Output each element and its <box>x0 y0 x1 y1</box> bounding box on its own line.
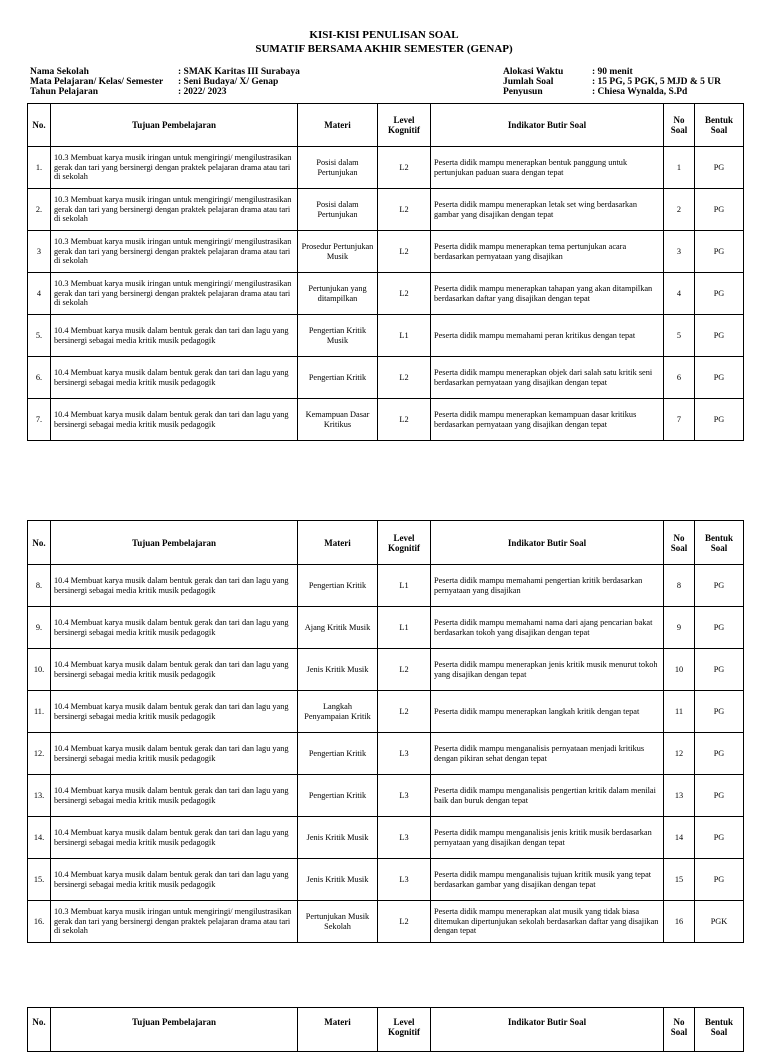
col-header-indikator: Indikator Butir Soal <box>431 104 664 147</box>
cell-bentuk: PGK <box>695 901 744 943</box>
cell-materi: Langkah Penyampaian Kritik <box>298 691 378 733</box>
cell-materi: Jenis Kritik Musik <box>298 859 378 901</box>
cell-no: 15. <box>28 859 51 901</box>
cell-materi: Pengertian Kritik Musik <box>298 315 378 357</box>
cell-indikator: Peserta didik mampu memahami peran kritikus dengan tepat <box>431 315 664 357</box>
cell-materi: Pengertian Kritik <box>298 357 378 399</box>
meta-info-left <box>30 67 300 97</box>
cell-indikator: Peserta didik mampu menerapkan tema pertunjukan acara berdasarkan pernyataan yang disajikan <box>431 231 664 273</box>
cell-no: 4 <box>28 273 51 315</box>
cell-indikator: Peserta didik mampu menganalisis tujuan kritik musik yang tepat berdasarkan gambar yang disajikan dengan tepat <box>431 859 664 901</box>
cell-indikator: Peserta didik mampu menganalisis jenis kritik musik berdasarkan pernyataan yang disajikan dengan tepat <box>431 817 664 859</box>
cell-indikator: Peserta didik mampu menerapkan langkah kritik dengan tepat <box>431 691 664 733</box>
cell-no: 11. <box>28 691 51 733</box>
table-row <box>28 607 744 649</box>
cell-no-soal: 14 <box>664 817 695 859</box>
cell-indikator: Peserta didik mampu menganalisis pernyataan menjadi kritikus dengan pikiran sehat dengan tepat <box>431 733 664 775</box>
cell-level: L2 <box>378 691 431 733</box>
cell-level: L2 <box>378 901 431 943</box>
cell-indikator: Peserta didik mampu menerapkan alat musik yang tidak biasa ditemukan dipertunjukan sekolah berdasarkan daftar yang disajikan dengan tepat <box>431 901 664 943</box>
cell-level: L2 <box>378 649 431 691</box>
cell-no: 16. <box>28 901 51 943</box>
meta-value: : 90 menit <box>592 67 633 77</box>
cell-level: L2 <box>378 147 431 189</box>
table-row <box>28 859 744 901</box>
cell-tujuan: 10.3 Membuat karya musik iringan untuk mengiringi/ mengilustrasikan gerak dan tari yang bersinergi dengan praktek pelajaran drama atau tari di sekolah <box>51 147 298 189</box>
table-header-row <box>28 1008 744 1052</box>
cell-no: 13. <box>28 775 51 817</box>
table-row <box>28 649 744 691</box>
cell-tujuan: 10.4 Membuat karya musik dalam bentuk gerak dan tari dan lagu yang bersinergi sebagai media kritik musik pedagogik <box>51 607 298 649</box>
meta-value: : 2022/ 2023 <box>178 87 227 97</box>
cell-bentuk: PG <box>695 231 744 273</box>
cell-no-soal: 4 <box>664 273 695 315</box>
cell-bentuk: PG <box>695 399 744 441</box>
table-row <box>28 357 744 399</box>
cell-bentuk: PG <box>695 607 744 649</box>
cell-no: 9. <box>28 607 51 649</box>
cell-no-soal: 2 <box>664 189 695 231</box>
cell-materi: Pertunjukan yang ditampilkan <box>298 273 378 315</box>
col-header-level: Level Kognitif <box>378 521 431 565</box>
cell-bentuk: PG <box>695 817 744 859</box>
table-row <box>28 817 744 859</box>
cell-no-soal: 1 <box>664 147 695 189</box>
cell-indikator: Peserta didik mampu memahami nama dari ajang pencarian bakat berdasarkan tokoh yang disajikan dengan tepat <box>431 607 664 649</box>
cell-level: L3 <box>378 817 431 859</box>
cell-no: 10. <box>28 649 51 691</box>
cell-level: L2 <box>378 189 431 231</box>
cell-no-soal: 3 <box>664 231 695 273</box>
cell-tujuan: 10.4 Membuat karya musik dalam bentuk gerak dan tari dan lagu yang bersinergi sebagai media kritik musik pedagogik <box>51 775 298 817</box>
cell-indikator: Peserta didik mampu menerapkan jenis kritik musik menurut tokoh yang disajikan dengan tepat <box>431 649 664 691</box>
table-row <box>28 901 744 943</box>
cell-materi: Ajang Kritik Musik <box>298 607 378 649</box>
meta-value: : Seni Budaya/ X/ Genap <box>178 77 279 87</box>
cell-bentuk: PG <box>695 649 744 691</box>
col-header-no: No. <box>28 521 51 565</box>
question-grid-table-1 <box>27 103 744 441</box>
cell-no: 14. <box>28 817 51 859</box>
question-grid-table-2 <box>27 520 744 943</box>
table-row <box>28 147 744 189</box>
meta-label: Tahun Pelajaran <box>30 87 99 97</box>
table-header-row <box>28 104 744 147</box>
table-row <box>28 399 744 441</box>
table-row <box>28 315 744 357</box>
cell-no: 12. <box>28 733 51 775</box>
col-header-tujuan: Tujuan Pembelajaran <box>51 521 298 565</box>
cell-tujuan: 10.4 Membuat karya musik dalam bentuk gerak dan tari dan lagu yang bersinergi sebagai media kritik musik pedagogik <box>51 859 298 901</box>
cell-no: 3 <box>28 231 51 273</box>
cell-materi: Pengertian Kritik <box>298 565 378 607</box>
cell-materi: Kemampuan Dasar Kritikus <box>298 399 378 441</box>
cell-level: L2 <box>378 273 431 315</box>
col-header-bentuk: Bentuk Soal <box>695 1008 744 1052</box>
meta-info-right <box>503 67 721 97</box>
cell-tujuan: 10.4 Membuat karya musik dalam bentuk gerak dan tari dan lagu yang bersinergi sebagai media kritik musik pedagogik <box>51 817 298 859</box>
meta-label: Nama Sekolah <box>30 67 89 77</box>
cell-materi: Prosedur Pertunjukan Musik <box>298 231 378 273</box>
table-row <box>28 231 744 273</box>
meta-row-author <box>503 87 721 97</box>
meta-row-year <box>30 87 300 97</box>
cell-level: L3 <box>378 859 431 901</box>
cell-bentuk: PG <box>695 189 744 231</box>
col-header-level: Level Kognitif <box>378 104 431 147</box>
cell-no-soal: 12 <box>664 733 695 775</box>
cell-no-soal: 11 <box>664 691 695 733</box>
cell-materi: Posisi dalam Pertunjukan <box>298 147 378 189</box>
cell-tujuan: 10.4 Membuat karya musik dalam bentuk gerak dan tari dan lagu yang bersinergi sebagai media kritik musik pedagogik <box>51 691 298 733</box>
col-header-indikator: Indikator Butir Soal <box>431 521 664 565</box>
cell-no-soal: 8 <box>664 565 695 607</box>
cell-tujuan: 10.3 Membuat karya musik iringan untuk mengiringi/ mengilustrasikan gerak dan tari yang bersinergi dengan praktek pelajaran drama atau tari di sekolah <box>51 231 298 273</box>
cell-tujuan: 10.3 Membuat karya musik iringan untuk mengiringi/ mengilustrasikan gerak dan tari yang bersinergi dengan praktek pelajaran drama atau tari di sekolah <box>51 189 298 231</box>
col-header-tujuan: Tujuan Pembelajaran <box>51 104 298 147</box>
col-header-materi: Materi <box>298 104 378 147</box>
cell-materi: Pengertian Kritik <box>298 733 378 775</box>
cell-level: L2 <box>378 231 431 273</box>
table-row <box>28 189 744 231</box>
cell-bentuk: PG <box>695 565 744 607</box>
cell-level: L3 <box>378 775 431 817</box>
cell-materi: Posisi dalam Pertunjukan <box>298 189 378 231</box>
cell-no: 2. <box>28 189 51 231</box>
col-header-no-soal: No Soal <box>664 1008 695 1052</box>
cell-indikator: Peserta didik mampu menerapkan letak set wing berdasarkan gambar yang disajikan dengan tepat <box>431 189 664 231</box>
cell-no-soal: 7 <box>664 399 695 441</box>
cell-bentuk: PG <box>695 859 744 901</box>
cell-bentuk: PG <box>695 775 744 817</box>
cell-no: 1. <box>28 147 51 189</box>
cell-materi: Pengertian Kritik <box>298 775 378 817</box>
cell-no-soal: 15 <box>664 859 695 901</box>
cell-tujuan: 10.3 Membuat karya musik iringan untuk mengiringi/ mengilustrasikan gerak dan tari yang bersinergi dengan praktek pelajaran drama atau tari di sekolah <box>51 901 298 943</box>
meta-value: : 15 PG, 5 PGK, 5 MJD & 5 UR <box>592 77 722 87</box>
cell-bentuk: PG <box>695 315 744 357</box>
col-header-materi: Materi <box>298 521 378 565</box>
cell-indikator: Peserta didik mampu menerapkan tahapan yang akan ditampilkan berdasarkan daftar yang disajikan dengan tepat <box>431 273 664 315</box>
cell-no: 7. <box>28 399 51 441</box>
table-row <box>28 691 744 733</box>
cell-level: L2 <box>378 357 431 399</box>
cell-tujuan: 10.4 Membuat karya musik dalam bentuk gerak dan tari dan lagu yang bersinergi sebagai media kritik musik pedagogik <box>51 357 298 399</box>
table-header-row <box>28 521 744 565</box>
meta-label: Alokasi Waktu <box>503 67 564 77</box>
cell-tujuan: 10.4 Membuat karya musik dalam bentuk gerak dan tari dan lagu yang bersinergi sebagai media kritik musik pedagogik <box>51 649 298 691</box>
cell-bentuk: PG <box>695 357 744 399</box>
cell-no: 6. <box>28 357 51 399</box>
col-header-no: No. <box>28 104 51 147</box>
cell-no-soal: 16 <box>664 901 695 943</box>
meta-value: : Chiesa Wynalda, S.Pd <box>592 87 688 97</box>
cell-no-soal: 6 <box>664 357 695 399</box>
cell-no-soal: 10 <box>664 649 695 691</box>
meta-value: : SMAK Karitas III Surabaya <box>178 67 300 77</box>
cell-no-soal: 13 <box>664 775 695 817</box>
col-header-no: No. <box>28 1008 51 1052</box>
cell-tujuan: 10.4 Membuat karya musik dalam bentuk gerak dan tari dan lagu yang bersinergi sebagai media kritik musik pedagogik <box>51 399 298 441</box>
cell-no: 5. <box>28 315 51 357</box>
table-row <box>28 775 744 817</box>
cell-level: L1 <box>378 607 431 649</box>
cell-tujuan: 10.3 Membuat karya musik iringan untuk mengiringi/ mengilustrasikan gerak dan tari yang bersinergi dengan praktek pelajaran drama atau tari di sekolah <box>51 273 298 315</box>
col-header-tujuan: Tujuan Pembelajaran <box>51 1008 298 1052</box>
meta-row-count <box>503 77 721 87</box>
col-header-bentuk: Bentuk Soal <box>695 521 744 565</box>
cell-materi: Pertunjukan Musik Sekolah <box>298 901 378 943</box>
meta-label: Jumlah Soal <box>503 77 554 87</box>
cell-no-soal: 5 <box>664 315 695 357</box>
cell-indikator: Peserta didik mampu menerapkan objek dari salah satu kritik seni berdasarkan pernyataan yang disajikan dengan tepat <box>431 357 664 399</box>
table-body-2 <box>28 565 744 943</box>
col-header-materi: Materi <box>298 1008 378 1052</box>
cell-materi: Jenis Kritik Musik <box>298 649 378 691</box>
document-subtitle: SUMATIF BERSAMA AKHIR SEMESTER (GENAP) <box>255 43 513 55</box>
cell-indikator: Peserta didik mampu menerapkan kemampuan dasar kritikus berdasarkan pernyataan yang disajikan dengan tepat <box>431 399 664 441</box>
document-title: KISI-KISI PENULISAN SOAL <box>309 29 459 41</box>
question-grid-table-3 <box>27 1007 744 1052</box>
cell-tujuan: 10.4 Membuat karya musik dalam bentuk gerak dan tari dan lagu yang bersinergi sebagai media kritik musik pedagogik <box>51 565 298 607</box>
cell-level: L3 <box>378 733 431 775</box>
meta-row-school <box>30 67 300 77</box>
table-row <box>28 273 744 315</box>
col-header-no-soal: No Soal <box>664 521 695 565</box>
col-header-no-soal: No Soal <box>664 104 695 147</box>
cell-bentuk: PG <box>695 273 744 315</box>
table-body-1 <box>28 147 744 441</box>
cell-level: L2 <box>378 399 431 441</box>
cell-materi: Jenis Kritik Musik <box>298 817 378 859</box>
table-row <box>28 565 744 607</box>
table-row <box>28 733 744 775</box>
cell-indikator: Peserta didik mampu menerapkan bentuk panggung untuk pertunjukan paduan suara dengan tepat <box>431 147 664 189</box>
cell-tujuan: 10.4 Membuat karya musik dalam bentuk gerak dan tari dan lagu yang bersinergi sebagai media kritik musik pedagogik <box>51 315 298 357</box>
cell-bentuk: PG <box>695 733 744 775</box>
cell-bentuk: PG <box>695 147 744 189</box>
col-header-level: Level Kognitif <box>378 1008 431 1052</box>
cell-level: L1 <box>378 315 431 357</box>
col-header-bentuk: Bentuk Soal <box>695 104 744 147</box>
cell-bentuk: PG <box>695 691 744 733</box>
cell-no-soal: 9 <box>664 607 695 649</box>
cell-indikator: Peserta didik mampu menganalisis pengertian kritik dalam menilai baik dan buruk dengan tepat <box>431 775 664 817</box>
meta-label: Penyusun <box>503 87 543 97</box>
meta-row-time <box>503 67 721 77</box>
meta-row-subject <box>30 77 300 87</box>
cell-tujuan: 10.4 Membuat karya musik dalam bentuk gerak dan tari dan lagu yang bersinergi sebagai media kritik musik pedagogik <box>51 733 298 775</box>
cell-indikator: Peserta didik mampu memahami pengertian kritik berdasarkan pernyataan yang disajikan <box>431 565 664 607</box>
cell-no: 8. <box>28 565 51 607</box>
cell-level: L1 <box>378 565 431 607</box>
meta-label: Mata Pelajaran/ Kelas/ Semester <box>30 77 164 87</box>
col-header-indikator: Indikator Butir Soal <box>431 1008 664 1052</box>
